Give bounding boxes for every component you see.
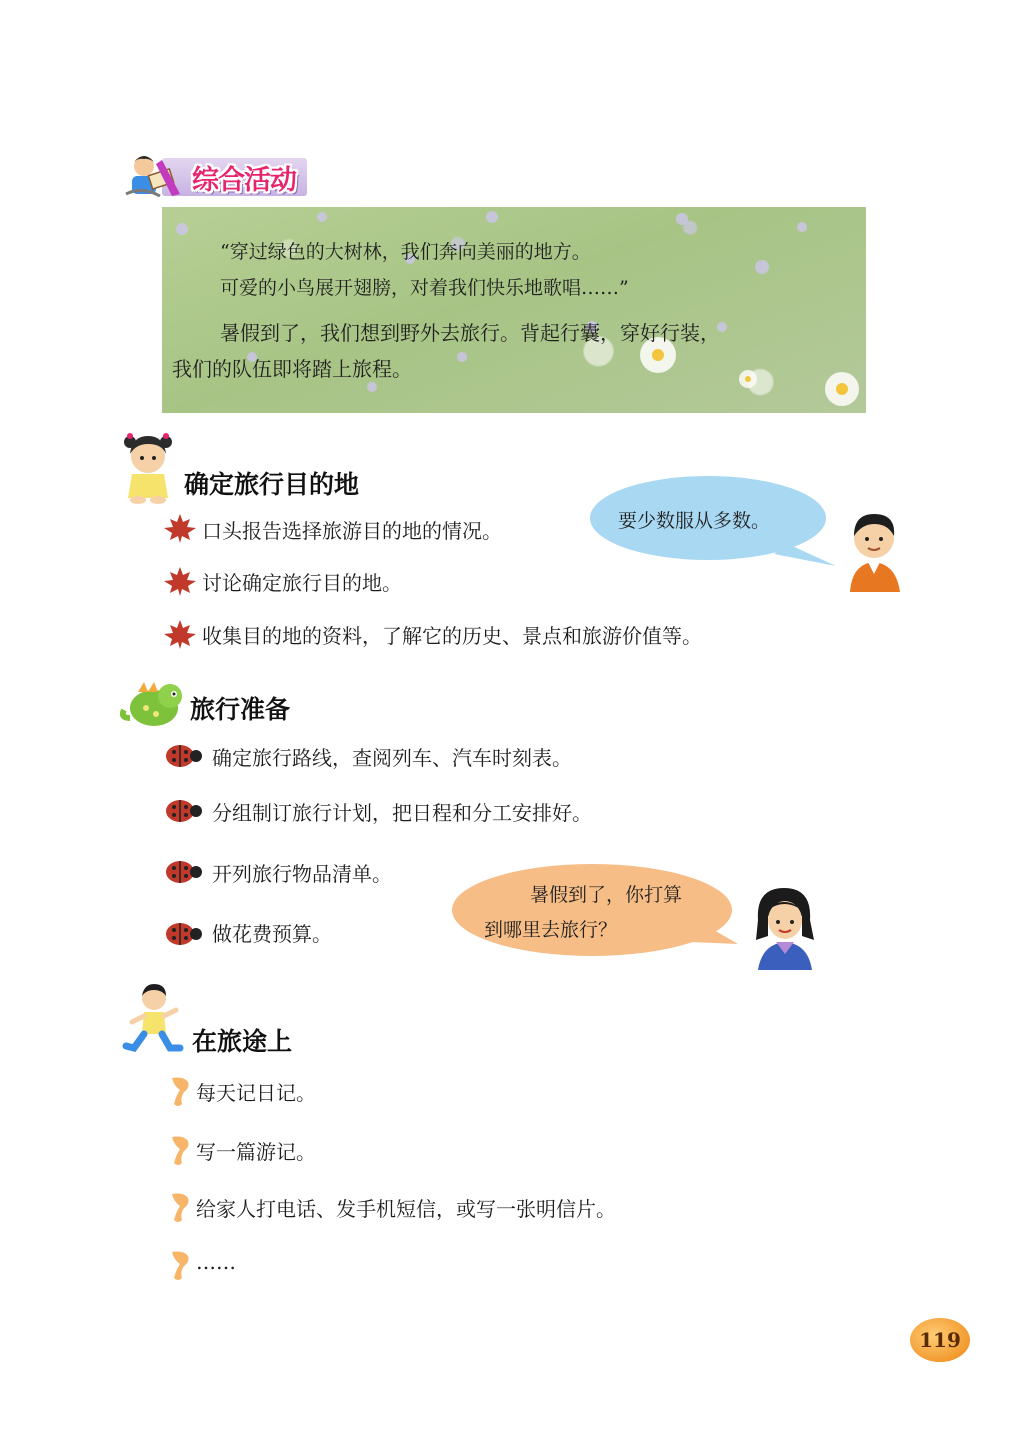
section-banner bbox=[122, 150, 312, 200]
banner-title: 综合活动 bbox=[192, 165, 296, 196]
footprint-bullet-icon bbox=[164, 1248, 194, 1284]
section-title-on-the-road: 在旅途上 bbox=[192, 1027, 293, 1056]
ladybug-bullet-icon bbox=[162, 742, 204, 770]
speech-bubble-orange bbox=[450, 862, 740, 962]
preparation-item: 确定旅行路线，查阅列车、汽车时刻表。 bbox=[212, 746, 572, 770]
destination-item: 收集目的地的资料，了解它的历史、景点和旅游价值等。 bbox=[202, 624, 702, 648]
intro-paragraph-line-1: 暑假到了，我们想到野外去旅行。背起行囊，穿好行装， bbox=[220, 321, 720, 345]
footprint-bullet-icon bbox=[164, 1190, 194, 1226]
girl-student-icon bbox=[748, 880, 822, 970]
intro-box bbox=[162, 207, 866, 413]
running-boy-icon bbox=[122, 982, 184, 1058]
preparation-item: 分组制订旅行计划，把日程和分工安排好。 bbox=[212, 801, 592, 825]
girl-character-icon bbox=[118, 430, 178, 506]
footprint-bullet-icon bbox=[164, 1074, 194, 1110]
section-title-preparation: 旅行准备 bbox=[190, 695, 291, 724]
ladybug-bullet-icon bbox=[162, 920, 204, 948]
boy-character-icon bbox=[842, 506, 908, 592]
maple-leaf-bullet-icon bbox=[162, 565, 198, 597]
preparation-item: 做花费预算。 bbox=[212, 922, 332, 946]
bubble-text-line-1: 暑假到了，你打算 bbox=[530, 884, 683, 906]
reading-kid-icon bbox=[122, 150, 184, 200]
on-the-road-item: 给家人打电话、发手机短信，或写一张明信片。 bbox=[196, 1197, 616, 1221]
intro-paragraph-line-2: 我们的队伍即将踏上旅程。 bbox=[172, 357, 412, 381]
maple-leaf-bullet-icon bbox=[162, 618, 198, 650]
destination-item: 讨论确定旅行目的地。 bbox=[202, 571, 402, 595]
intro-poem-line-2: 可爱的小鸟展开翅膀，对着我们快乐地歌唱……” bbox=[220, 277, 629, 299]
section-title-destination: 确定旅行目的地 bbox=[184, 470, 360, 499]
on-the-road-item: …… bbox=[196, 1250, 236, 1274]
page-number-badge: 119 bbox=[910, 1318, 970, 1362]
on-the-road-item: 每天记日记。 bbox=[196, 1081, 316, 1105]
on-the-road-item: 写一篇游记。 bbox=[196, 1140, 316, 1164]
ladybug-bullet-icon bbox=[162, 858, 204, 886]
bubble-text-majority: 要少数服从多数。 bbox=[618, 510, 771, 532]
destination-item: 口头报告选择旅游目的地的情况。 bbox=[202, 519, 502, 543]
intro-poem-line-1: “穿过绿色的大树林，我们奔向美丽的地方。 bbox=[220, 241, 591, 263]
preparation-item: 开列旅行物品清单。 bbox=[212, 862, 392, 886]
green-dinosaur-icon bbox=[118, 678, 190, 730]
footprint-bullet-icon bbox=[164, 1133, 194, 1169]
bubble-text-line-2: 到哪里去旅行？ bbox=[484, 919, 618, 941]
ladybug-bullet-icon bbox=[162, 797, 204, 825]
maple-leaf-bullet-icon bbox=[162, 512, 198, 544]
